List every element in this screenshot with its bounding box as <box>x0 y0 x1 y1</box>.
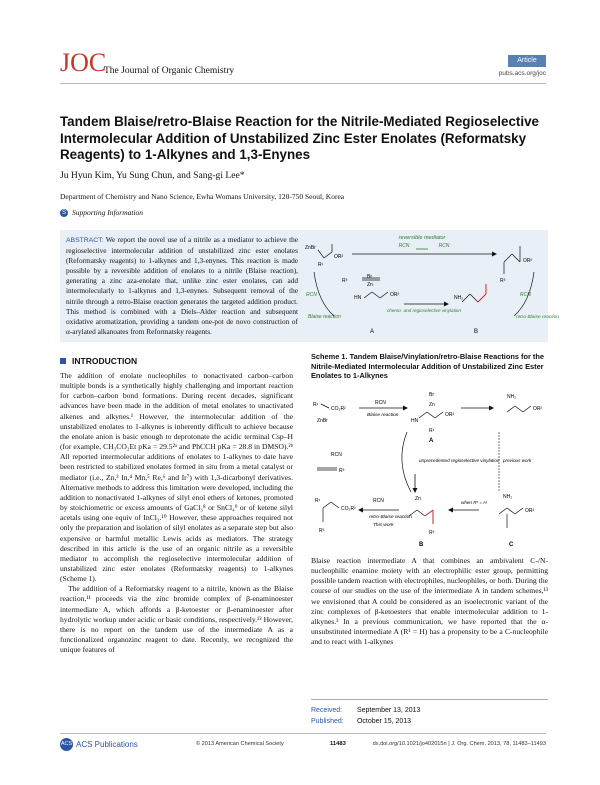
scheme-intermediate-b <box>409 496 435 548</box>
scheme-ketoester <box>507 394 543 412</box>
article-dates <box>311 699 548 727</box>
toc-graphic <box>304 232 559 340</box>
toc-retro-blaise-label: retro-Blaise reaction <box>516 315 559 320</box>
svg-text:NH₂: NH₂ <box>503 494 513 500</box>
scheme-caption: Scheme 1. Tandem Blaise/Vinylation/retro-Blaise Reactions for the Nitrile-Mediated Intermolecular Addition of Unstabilized Zinc Ester Enolates to 1-Alkynes <box>311 352 545 381</box>
published-date: October 15, 2013 <box>356 718 412 725</box>
abstract-label: ABSTRACT: <box>66 237 104 244</box>
svg-text:Zn: Zn <box>429 402 435 408</box>
scheme-rcn-bottom: RCN <box>373 498 384 504</box>
toc-intermediate-a <box>354 274 400 335</box>
svg-text:HN: HN <box>411 418 419 424</box>
scheme-label-b: B <box>419 542 424 548</box>
scheme-blaise-label: Blaise reaction <box>367 413 399 418</box>
toc-rcn-top: RCN <box>398 243 410 249</box>
article-badge: Article <box>508 55 546 67</box>
svg-text:NH₂: NH₂ <box>454 295 464 301</box>
footer-divider <box>60 733 546 734</box>
svg-text:R³: R³ <box>319 528 325 534</box>
svg-text:OR²: OR² <box>445 412 455 418</box>
article-title: Tandem Blaise/retro-Blaise Reaction for the Nitrile-Mediated Regioselective Intermolecular Addition of Unstabilized Zinc Ester Enolates (Reformatsky Reagents) to 1-Alkynes and 1,3-Enynes <box>60 114 539 162</box>
scheme-label-a: A <box>429 438 434 444</box>
right-column-body: Blaise reaction intermediate A that combines an ambivalent C-/N-nucleophilic enamine moiety with an electrophilic ester group, permitting possible tandem reaction with electrophiles, nucleophiles, or both. During the course of our studies on the use of the intermediate A in tandem schemes,¹³ we envisioned that A could be considered as an isoelectronic variant of the zinc complexes of β-ketoesters that enable intermolecular addition to 1-alkynes.³ In a previous communication, we have reported that the α-unsubstituted intermediate A (R¹ = H) has a propensity to be a C-nucleophile and to react with 1-alkynes <box>311 556 548 647</box>
received-label: Received: <box>311 707 343 714</box>
svg-text:R³: R³ <box>342 278 348 284</box>
published-row <box>311 716 548 727</box>
section-heading-label: INTRODUCTION <box>72 356 138 366</box>
toc-blaise-label: Blaise reaction <box>308 314 341 320</box>
journal-name: The Journal of Organic Chemistry <box>104 66 235 76</box>
scheme-1-graphic <box>311 392 548 550</box>
svg-text:Br: Br <box>367 274 372 280</box>
introduction-body <box>60 371 293 655</box>
toc-znbr: ZnBr <box>305 245 316 251</box>
svg-text:Br: Br <box>429 392 434 398</box>
scheme-this-work-label: This work <box>373 523 394 528</box>
received-date: September 13, 2013 <box>356 707 421 714</box>
svg-text:R¹: R¹ <box>429 428 435 434</box>
svg-text:R³: R³ <box>339 468 345 474</box>
supporting-information-link[interactable] <box>60 208 143 217</box>
toc-reformatsky-reagent <box>305 244 344 268</box>
svg-text:CO₂R²: CO₂R² <box>341 506 356 512</box>
abstract-body: We report the novel use of a nitrile as a mediator to achieve the regioselective intermolecular addition of unstabilized zinc ester enolates (Reformatsky reagents) to 1-alkynes and 1,3-enynes. This reaction is made possible by a reversible addition of enolates to a nitrile (Blaise reaction), generating a zinc aza-enolate that, unlike zinc ester enolates, can add intermolecularly to 1-alkynes and 1,3-enynes. Subsequent removal of the nitrile through a retro-Blaise reaction generates the targeted addition product. This method is combined with a Diels–Alder reaction and subsequent oxidative aromatization, providing a tandem one-pot de novo construction of α-arylated alkanoates from Reformatsky reagents. <box>66 235 298 336</box>
affiliation: Department of Chemistry and Nano Science, Ewha Womans University, 120-750 Seoul, Korea <box>60 192 345 201</box>
scheme-previous-label: previous work <box>503 458 532 463</box>
toc-or2: OR² <box>334 254 344 260</box>
toc-label-b: B <box>474 329 479 335</box>
svg-text:OR²: OR² <box>525 508 535 514</box>
published-label: Published: <box>311 718 344 725</box>
scheme-product <box>315 498 356 534</box>
abstract-box <box>60 230 559 342</box>
scheme-reagent <box>313 402 346 424</box>
toc-top-arrowhead <box>492 252 497 257</box>
scheme-retro-blaise-label: retro-Blaise reaction <box>369 515 412 520</box>
svg-text:Zn: Zn <box>415 496 421 502</box>
svg-text:CO₂R²: CO₂R² <box>331 406 346 412</box>
section-heading-introduction <box>60 356 137 366</box>
svg-text:OR²: OR² <box>533 406 543 412</box>
doi-citation-link[interactable]: dx.doi.org/10.1021/jo402015n | J. Org. Chem. 2013, 78, 11483−11493 <box>372 741 546 747</box>
journal-logo: JOC <box>60 48 107 77</box>
intro-paragraph-1: The addition of enolate nucleophiles to nonactivated carbon–carbon multiple bonds is a synthetically highly challenging and important reaction for carbon–carbon bond formations. During recent decades, significant advances have been made in the addition of metal enolates to unactivated alkenes and alkynes.¹ However, the intermolecular addition of the unstabilized enolates to 1-alkynes is inherently difficult to achieve because the enolate anion is basic enough to deprotonate the acidic terminal Csp–H (for example, CH₃CO₂Et pKa = 29.5²ᵃ and PhCCH pKa = 28.8 in DMSO).²ᵇ All reported intermolecular additions of enolates to 1-alkynes to date have been restricted to stabilized enolates formed in situ from a metal catalyst or mediator (i.e., Zn,³ In,⁴ Mn,⁵ Re,⁶ and Ir⁷) with 1,3-dicarbonyl derivatives. Alternative methods to address this limitation were developed, including the addition to nonactivated 1-alkynes of silyl enol ethers of ketones, promoted by stoichiometric or excess amounts of GaCl₃⁸ or SnCl₄⁹ or of ketene silyl acetals using one equiv of InCl₃.¹⁰ However, these approaches required not only the preparation and isolation of silyl enolates as a separate step but also expensive or harmful metallic Lewis acids as mediators. The strategy described in this article is the use of an organic nitrile as a reversible mediator to accomplish the regioselective intermolecular addition of unstabilized zinc ester enolates (Reformatsky reagents) to 1-alkynes (Scheme 1). <box>60 371 293 584</box>
svg-text:OR²: OR² <box>523 258 533 264</box>
author-list: Ju Hyun Kim, Yu Sung Chun, and Sang-gi Lee* <box>60 170 245 181</box>
toc-rcn-left: RCN <box>306 292 317 298</box>
svg-text:R¹: R¹ <box>313 402 319 408</box>
toc-r1: R¹ <box>318 262 324 268</box>
svg-text:OR²: OR² <box>390 292 400 298</box>
svg-text:NH₂: NH₂ <box>507 394 517 400</box>
supporting-info-icon: S <box>61 209 66 216</box>
received-row <box>311 705 548 716</box>
scheme-label-c: C <box>509 542 514 548</box>
toc-rcn-right: RCN <box>520 292 531 298</box>
page-number: 11483 <box>330 741 346 747</box>
svg-text:ZnBr: ZnBr <box>317 418 328 424</box>
header-divider <box>60 83 546 84</box>
toc-rcn-top2: RCN <box>438 243 450 249</box>
scheme-unprecedented-label: unprecedented regioselective vinylation <box>419 458 500 463</box>
intro-paragraph-2: The addition of a Reformatsky reagent to a nitrile, known as the Blaise reaction,¹¹ proceeds via the zinc bromide complex of β-enaminoester intermediate A, which affords a β-ketoester or β-enaminoester after hydrolytic workup under acidic or basic conditions, respectively.¹² However, there is no report on the tandem use of the intermediate A as a functionalized organozinc reagent to date. Recently, we recognized the unique features of <box>60 584 293 655</box>
toc-label-a: A <box>370 329 375 335</box>
supporting-info-label: Supporting Information <box>72 208 144 217</box>
acs-logo-icon: ACS <box>60 738 73 751</box>
toc-product <box>500 246 533 284</box>
svg-text:HN: HN <box>354 295 362 301</box>
toc-vinylation-label: chemo- and regioselective vinylation <box>386 308 462 313</box>
acs-publications-logo[interactable] <box>60 738 138 751</box>
scheme-product-c <box>499 494 535 548</box>
svg-text:R¹: R¹ <box>315 498 321 504</box>
svg-text:Zn: Zn <box>367 282 373 288</box>
toc-reversible-mediator-label: reversible mediator <box>398 235 446 241</box>
copyright: © 2013 American Chemical Society <box>196 741 284 747</box>
section-square-icon <box>60 358 66 364</box>
scheme-r1-h-label: when R¹ = H <box>461 500 487 505</box>
acs-publisher-label: ACS Publications <box>76 740 138 749</box>
abstract-text <box>66 235 298 337</box>
scheme-intermediate-a-top <box>411 392 455 444</box>
svg-text:R³: R³ <box>500 278 506 284</box>
journal-url-link[interactable]: pubs.acs.org/joc <box>498 70 546 77</box>
scheme-rcn-mid: RCN <box>331 452 342 458</box>
svg-text:R³: R³ <box>429 530 435 536</box>
scheme-rcn-top: RCN <box>375 400 386 406</box>
